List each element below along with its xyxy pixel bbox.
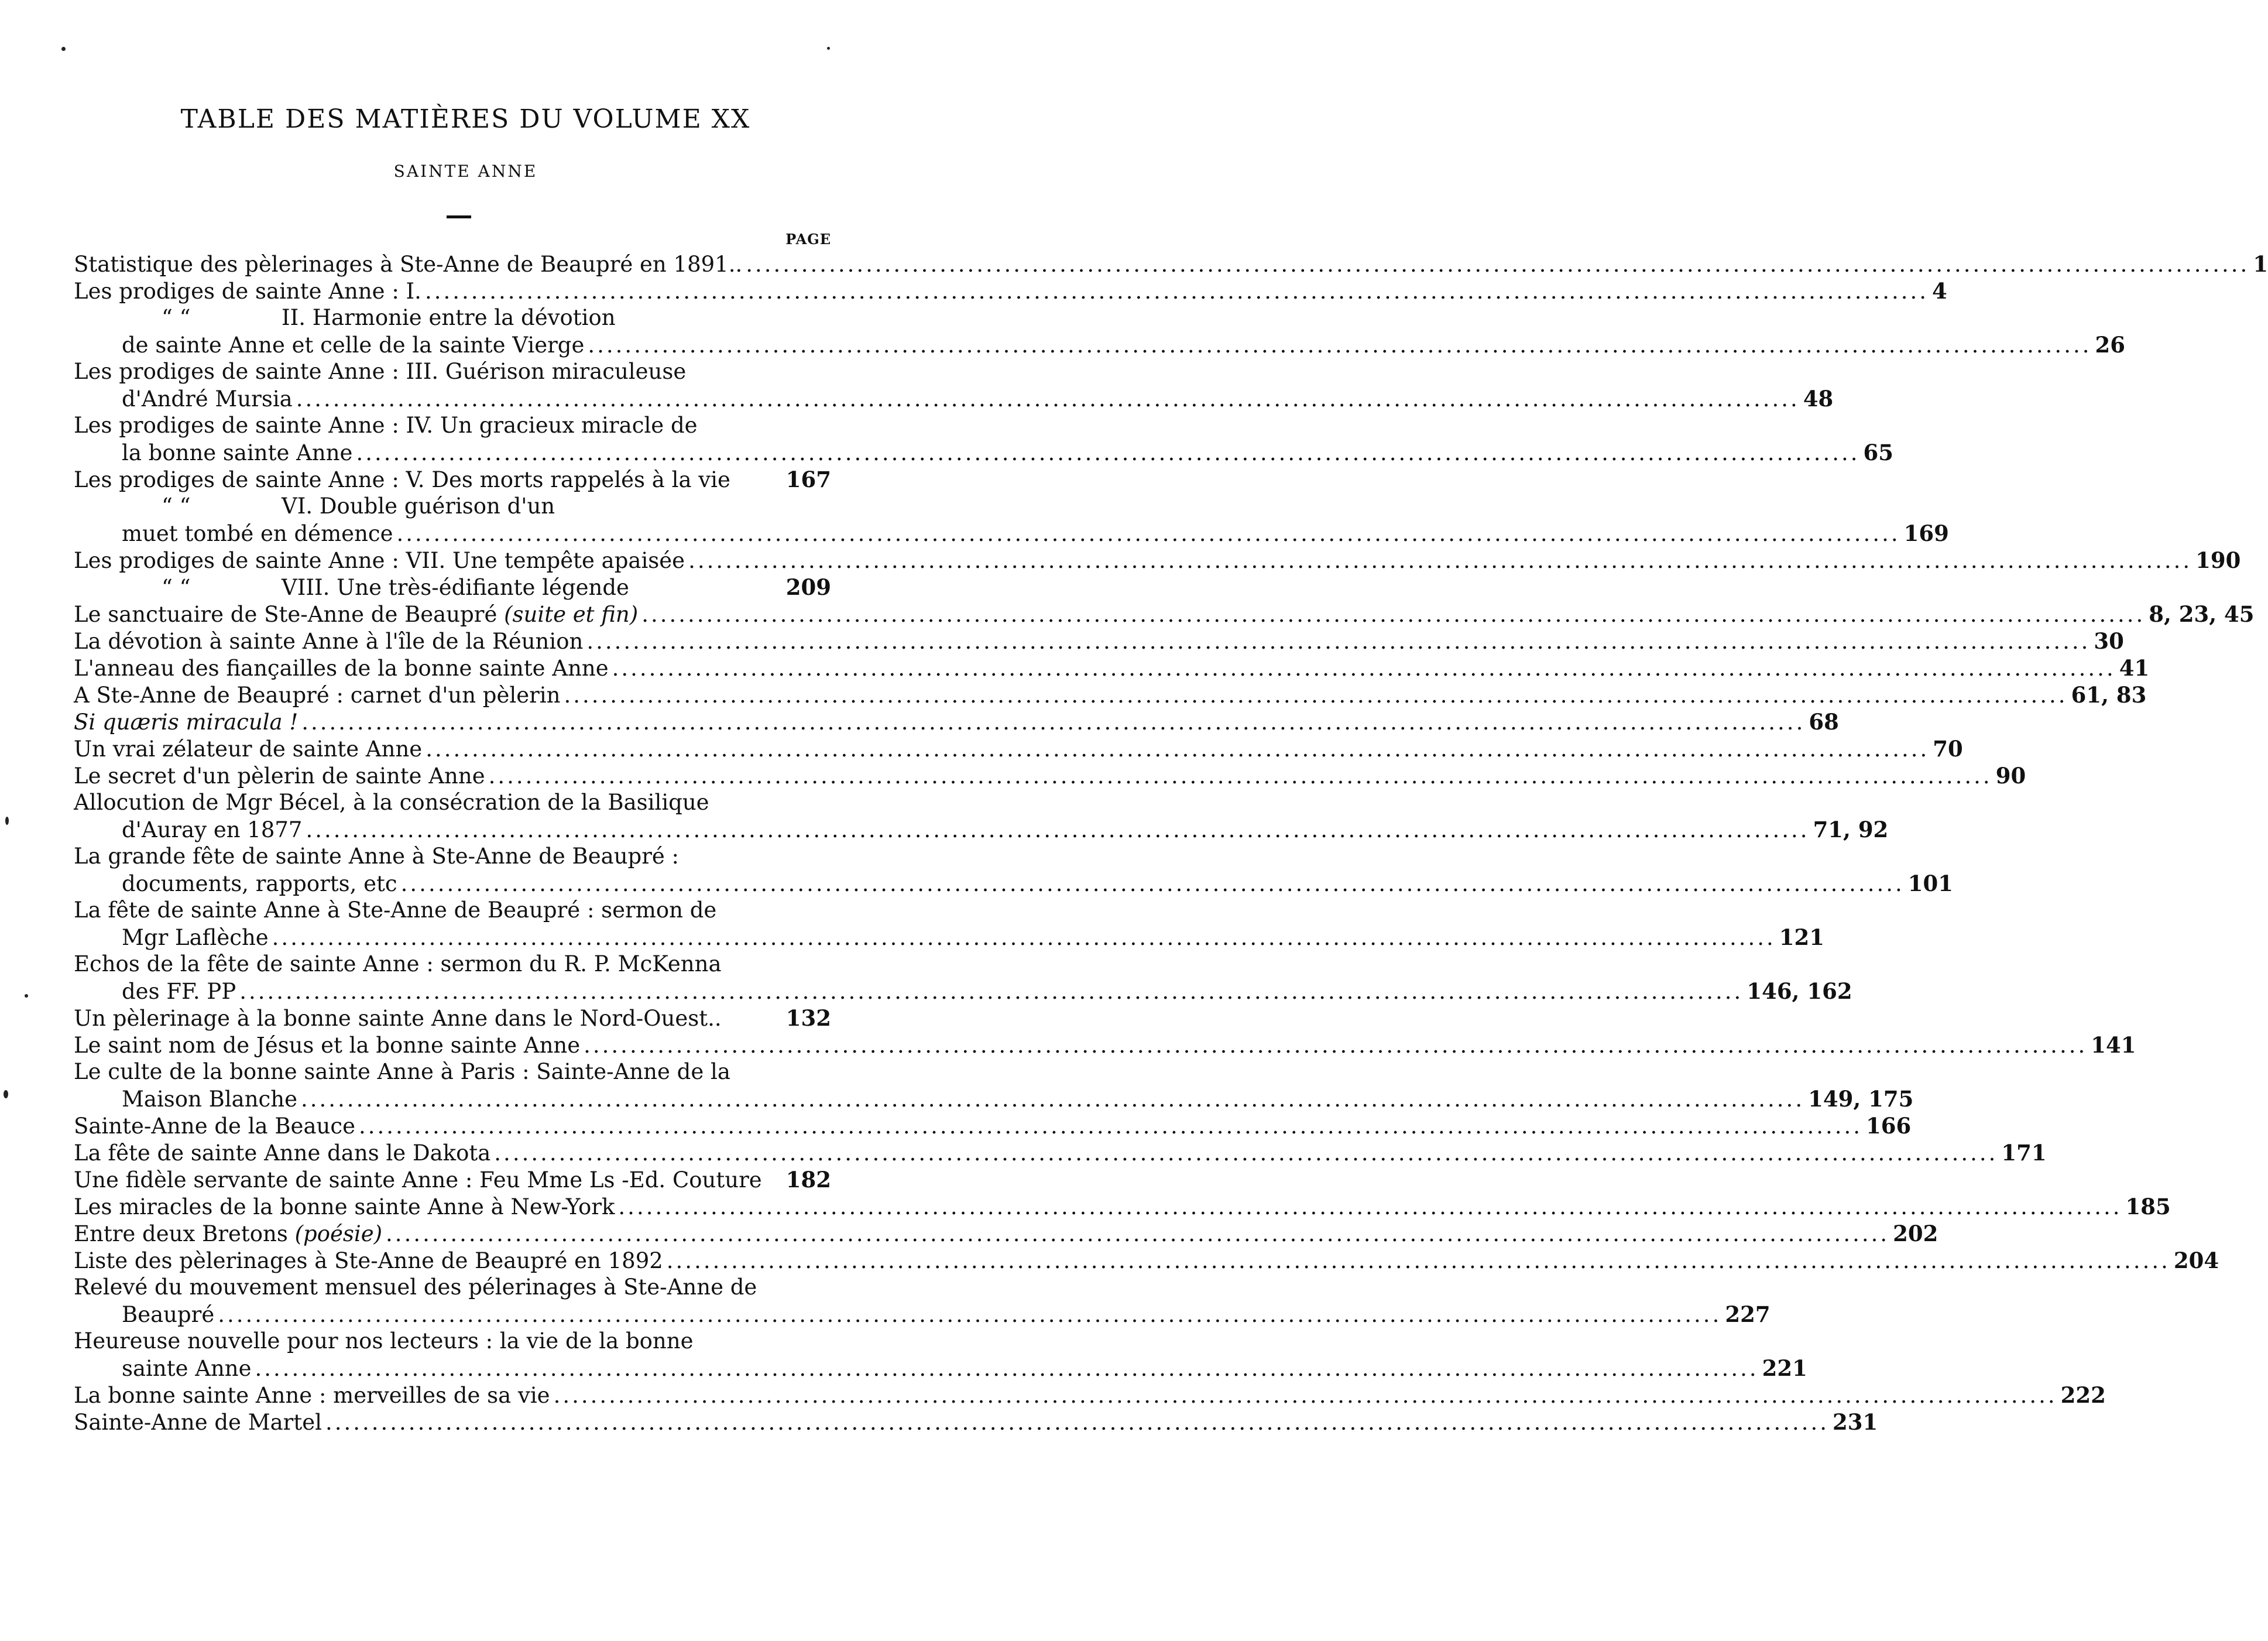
toc-entry bbox=[74, 412, 1894, 466]
toc-entry bbox=[74, 601, 2255, 628]
entry-page: 202 bbox=[1893, 1221, 1938, 1246]
entry-page: 231 bbox=[1833, 1409, 1878, 1435]
leader-dots bbox=[564, 682, 2067, 709]
toc-entry bbox=[74, 789, 1889, 843]
toc-entry bbox=[74, 1382, 2106, 1409]
entry-title: VIII. Une très-édifiante légende bbox=[282, 575, 629, 600]
entry-title: La fête de sainte Anne dans le Dakota bbox=[74, 1140, 491, 1166]
scan-speck bbox=[827, 47, 830, 50]
entry-page: 65 bbox=[1863, 440, 1894, 465]
table-of-contents bbox=[74, 251, 2268, 1436]
toc-entry bbox=[74, 762, 2026, 789]
entry-title: Liste des pèlerinages à Ste-Anne de Beaupré en 1892 bbox=[74, 1248, 663, 1273]
leader-dots bbox=[325, 1409, 1829, 1436]
toc-entry bbox=[74, 628, 2124, 655]
entry-title: Allocution de Mgr Bécel, à la consécration de la Basilique bbox=[74, 790, 709, 815]
scan-speck bbox=[4, 1090, 8, 1098]
leader-dots bbox=[688, 547, 2192, 574]
leader-dots bbox=[612, 655, 2116, 682]
entry-page: 167 bbox=[785, 467, 831, 492]
toc-entry bbox=[74, 1139, 2047, 1166]
entry-page: 169 bbox=[1903, 520, 1949, 546]
toc-entry bbox=[74, 1032, 2136, 1058]
entry-page: 61, 83 bbox=[2071, 682, 2147, 708]
entry-title-continued: sainte Anne bbox=[122, 1356, 252, 1381]
entry-title: La bonne sainte Anne : merveilles de sa vie bbox=[74, 1383, 550, 1408]
leader-dots bbox=[746, 251, 2249, 278]
entry-page: 227 bbox=[1725, 1301, 1771, 1327]
entry-title-italic: (suite et fin) bbox=[504, 602, 639, 627]
toc-entry bbox=[74, 1193, 2171, 1220]
entry-title-continued: des FF. PP bbox=[122, 979, 236, 1004]
entry-title-continued: de sainte Anne et celle de la sainte Vierge bbox=[122, 333, 585, 358]
toc-entry bbox=[74, 466, 831, 493]
toc-entry bbox=[74, 251, 2268, 278]
toc-entry bbox=[74, 843, 1953, 897]
toc-entry bbox=[74, 1166, 831, 1193]
ditto-mark: “ “ bbox=[162, 575, 191, 600]
entry-title: Le culte de la bonne sainte Anne à Paris : Sainte-Anne de la bbox=[74, 1059, 730, 1084]
entry-title: Un pèlerinage à la bonne sainte Anne dans le Nord-Ouest.. bbox=[74, 1006, 722, 1031]
leader-dots bbox=[386, 1221, 1889, 1248]
divider-rule bbox=[447, 215, 471, 218]
leader-dots bbox=[255, 1355, 1759, 1382]
entry-page: 68 bbox=[1809, 709, 1839, 735]
entry-title: Les prodiges de sainte Anne : I. bbox=[74, 279, 421, 304]
toc-entry bbox=[74, 493, 1949, 547]
ditto-mark: “ “ bbox=[162, 305, 191, 330]
leader-dots bbox=[618, 1194, 2122, 1221]
entry-title: A Ste-Anne de Beaupré : carnet d'un pèlerin bbox=[74, 683, 561, 708]
entry-title: Echos de la fête de sainte Anne : sermon du R. P. McKenna bbox=[74, 951, 722, 977]
leader-dots bbox=[301, 1086, 1804, 1113]
leader-dots bbox=[239, 978, 1743, 1005]
entry-title: Statistique des pèlerinages à Ste-Anne de Beaupré en 1891.. bbox=[74, 252, 743, 277]
toc-entry bbox=[74, 574, 831, 601]
scan-speck bbox=[5, 817, 9, 825]
entry-page: 221 bbox=[1762, 1355, 1807, 1381]
toc-entry bbox=[74, 1112, 1912, 1139]
leader-dots bbox=[426, 736, 1929, 763]
toc-entry bbox=[74, 708, 1839, 735]
leader-dots bbox=[301, 709, 1805, 736]
entry-title: Un vrai zélateur de sainte Anne bbox=[74, 736, 423, 762]
entry-page: 48 bbox=[1803, 386, 1834, 412]
entry-page: 41 bbox=[2119, 655, 2150, 681]
entry-title: La dévotion à sainte Anne à l'île de la Réunion bbox=[74, 629, 584, 654]
entry-page: 149, 175 bbox=[1808, 1086, 1914, 1112]
leader-dots bbox=[272, 924, 1776, 951]
scan-speck bbox=[61, 47, 66, 51]
entry-title: Les prodiges de sainte Anne : IV. Un gracieux miracle de bbox=[74, 413, 698, 438]
leader-dots bbox=[494, 1140, 1998, 1167]
toc-entry bbox=[74, 1005, 831, 1032]
entry-page: 1 bbox=[2253, 251, 2268, 277]
toc-entry bbox=[74, 1247, 2219, 1274]
entry-title: Le saint nom de Jésus et la bonne sainte Anne bbox=[74, 1033, 581, 1058]
entry-page: 209 bbox=[785, 574, 831, 600]
entry-title: Relevé du mouvement mensuel des pélerinages à Ste-Anne de bbox=[74, 1275, 757, 1300]
entry-title: Les prodiges de sainte Anne : III. Guérison miraculeuse bbox=[74, 359, 687, 384]
entry-title-continued: muet tombé en démence bbox=[122, 521, 393, 546]
leader-dots bbox=[584, 1032, 2087, 1059]
entry-page: 30 bbox=[2094, 628, 2124, 654]
entry-title-continued: la bonne sainte Anne bbox=[122, 440, 353, 465]
entry-title: VI. Double guérison d'un bbox=[282, 494, 555, 519]
toc-entry bbox=[74, 1058, 1914, 1112]
entry-title: Le secret d'un pèlerin de sainte Anne bbox=[74, 763, 485, 789]
leader-dots bbox=[296, 386, 1800, 413]
entry-page: 26 bbox=[2095, 332, 2125, 358]
entry-page: 204 bbox=[2173, 1248, 2219, 1273]
entry-page: 4 bbox=[1932, 278, 1947, 304]
toc-entry bbox=[74, 278, 1947, 304]
entry-title: Heureuse nouvelle pour nos lecteurs : la vie de la bonne bbox=[74, 1328, 694, 1354]
leader-dots bbox=[306, 817, 1809, 844]
entry-title: La grande fête de sainte Anne à Ste-Anne de Beaupré : bbox=[74, 844, 680, 869]
leader-dots bbox=[588, 332, 2091, 359]
toc-entry bbox=[74, 1274, 1771, 1328]
entry-page: 71, 92 bbox=[1813, 817, 1889, 842]
entry-page: 121 bbox=[1779, 924, 1824, 950]
entry-title-italic: Si quæris miracula ! bbox=[74, 710, 298, 735]
entry-page: 8, 23, 45 bbox=[2149, 601, 2255, 627]
leader-dots bbox=[356, 440, 1859, 467]
toc-entry bbox=[74, 681, 2147, 708]
page-title: TABLE DES MATIÈRES DU VOLUME XX bbox=[180, 104, 751, 134]
entry-title: Les prodiges de sainte Anne : V. Des morts rappelés à la vie bbox=[74, 467, 730, 492]
entry-page: 90 bbox=[1995, 763, 2026, 789]
entry-page: 185 bbox=[2125, 1194, 2171, 1219]
entry-page: 182 bbox=[785, 1167, 831, 1193]
entry-title-continued: Mgr Laflèche bbox=[122, 925, 269, 950]
toc-entry bbox=[74, 1220, 1938, 1247]
toc-entry bbox=[74, 735, 1963, 762]
entry-page: 222 bbox=[2060, 1382, 2106, 1408]
entry-title-continued: d'André Mursia bbox=[122, 386, 293, 412]
entry-page: 166 bbox=[1866, 1113, 1912, 1139]
toc-entry bbox=[74, 1328, 1807, 1382]
toc-entry bbox=[74, 547, 2241, 574]
leader-dots bbox=[218, 1301, 1721, 1328]
entry-title: Entre deux Bretons bbox=[74, 1221, 288, 1246]
toc-entry bbox=[74, 897, 1824, 951]
entry-title: L'anneau des fiançailles de la bonne sainte Anne bbox=[74, 656, 609, 681]
leader-dots bbox=[359, 1113, 1862, 1140]
toc-entry bbox=[74, 1409, 1878, 1436]
leader-dots bbox=[667, 1248, 2170, 1275]
entry-title: Les prodiges de sainte Anne : VII. Une tempête apaisée bbox=[74, 548, 685, 573]
leader-dots bbox=[401, 871, 1905, 897]
entry-page: 141 bbox=[2091, 1032, 2136, 1058]
section-subtitle: SAINTE ANNE bbox=[393, 162, 538, 181]
toc-entry bbox=[74, 358, 1834, 412]
entry-title: Les miracles de la bonne sainte Anne à New-York bbox=[74, 1194, 615, 1219]
leader-dots bbox=[641, 601, 2145, 628]
leader-dots bbox=[489, 763, 1992, 790]
entry-title: Sainte-Anne de la Beauce bbox=[74, 1114, 355, 1139]
entry-page: 101 bbox=[1907, 871, 1953, 896]
entry-title: La fête de sainte Anne à Ste-Anne de Beaupré : sermon de bbox=[74, 897, 717, 923]
toc-entry bbox=[74, 304, 2125, 358]
leader-dots bbox=[554, 1382, 2057, 1409]
entry-page: 190 bbox=[2195, 547, 2241, 573]
entry-title-continued: d'Auray en 1877 bbox=[122, 817, 303, 842]
leader-dots bbox=[425, 278, 1929, 305]
entry-page: 146, 162 bbox=[1747, 978, 1852, 1004]
page-column-label: PAGE bbox=[785, 231, 831, 248]
leader-dots bbox=[397, 520, 1900, 547]
entry-title-continued: Beaupré bbox=[122, 1302, 215, 1327]
leader-dots bbox=[586, 628, 2090, 655]
entry-title: Une fidèle servante de sainte Anne : Feu Mme Ls -Ed. Couture bbox=[74, 1167, 762, 1193]
entry-title-continued: documents, rapports, etc bbox=[122, 871, 397, 896]
entry-page: 70 bbox=[1933, 736, 1963, 762]
entry-title: Le sanctuaire de Ste-Anne de Beaupré bbox=[74, 602, 497, 627]
ditto-mark: “ “ bbox=[162, 494, 191, 519]
entry-page: 132 bbox=[785, 1005, 831, 1031]
entry-title: II. Harmonie entre la dévotion bbox=[282, 305, 616, 330]
entry-title: Sainte-Anne de Martel bbox=[74, 1410, 322, 1435]
scan-speck bbox=[25, 994, 28, 998]
entry-page: 171 bbox=[2001, 1140, 2047, 1166]
entry-title-continued: Maison Blanche bbox=[122, 1087, 297, 1112]
toc-entry bbox=[74, 655, 2150, 681]
entry-title-italic: (poésie) bbox=[294, 1221, 383, 1246]
toc-entry bbox=[74, 951, 1852, 1005]
